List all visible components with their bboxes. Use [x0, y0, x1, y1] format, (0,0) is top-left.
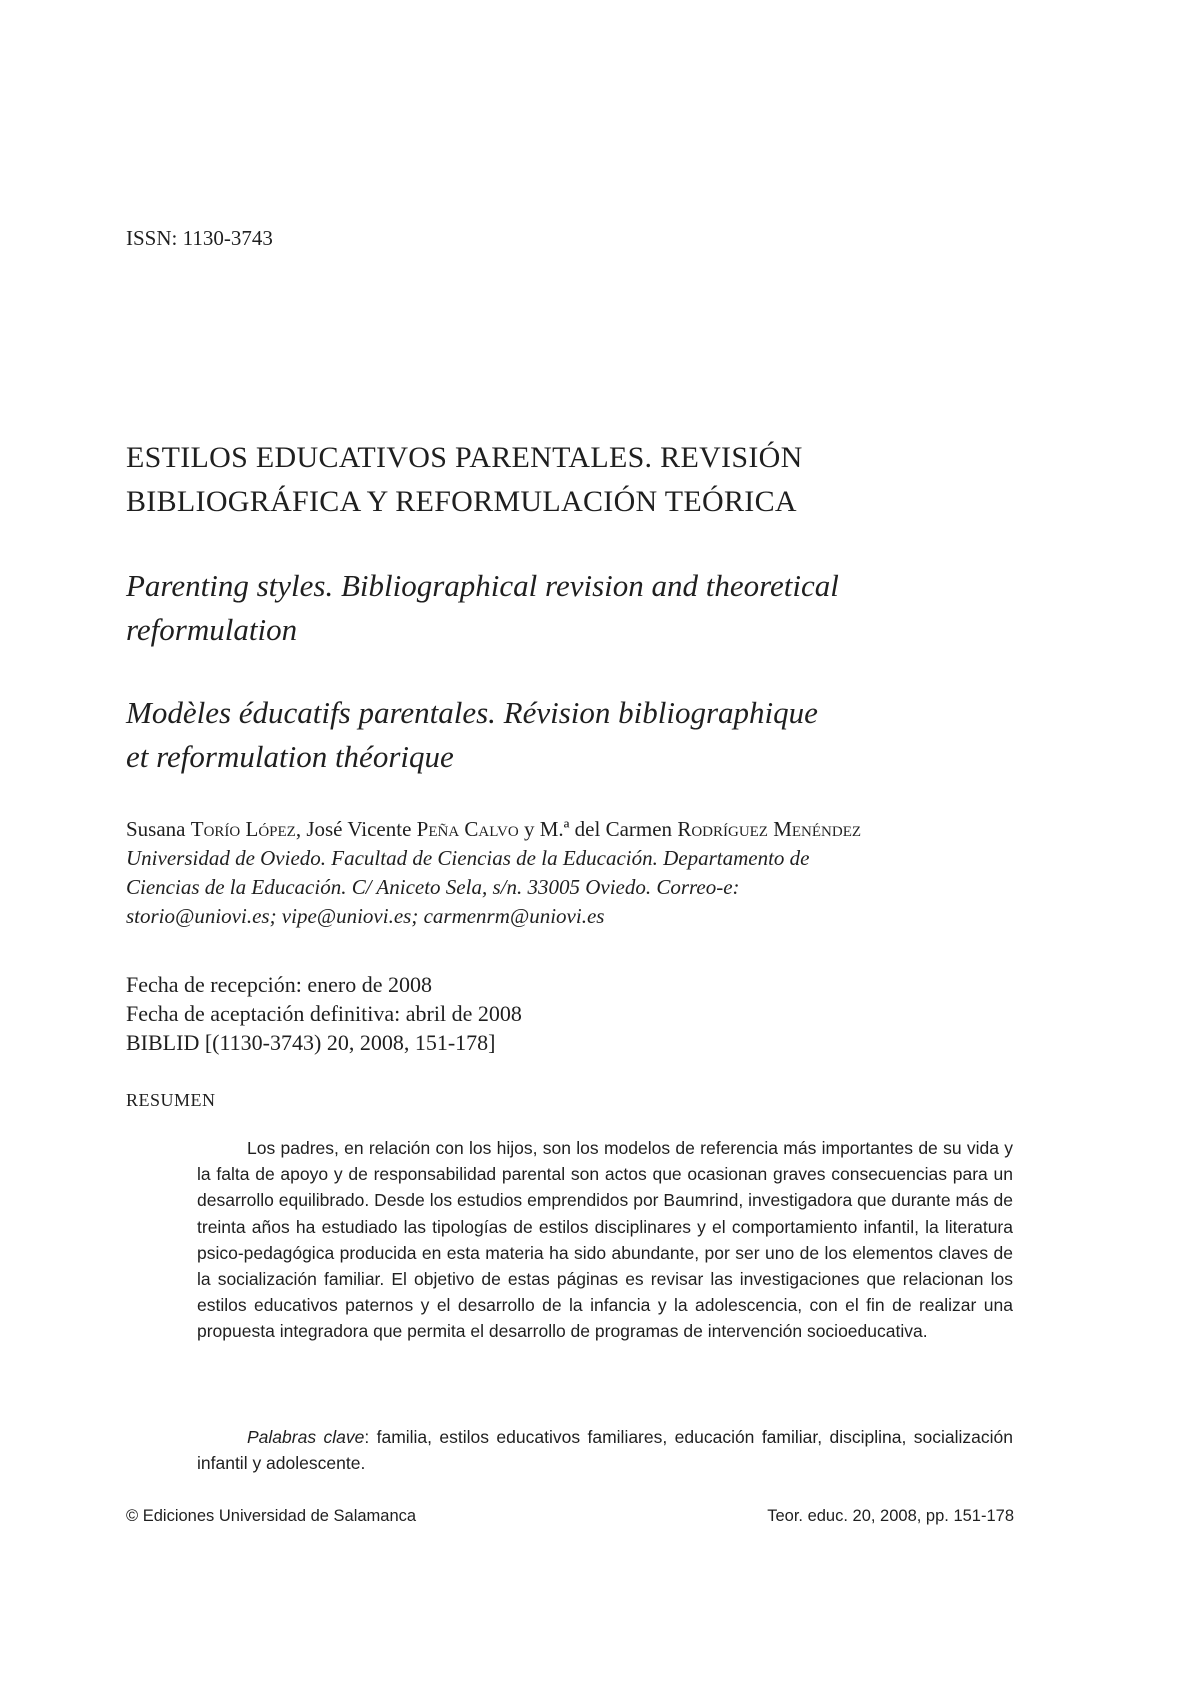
author-given-name: José Vicente [306, 817, 412, 841]
footer-citation: Teor. educ. 20, 2008, pp. 151-178 [767, 1507, 1014, 1525]
author-separator: y [518, 817, 540, 841]
article-title-line: ESTILOS EDUCATIVOS PARENTALES. REVISIÓN [126, 441, 803, 474]
publication-dates [126, 970, 522, 1057]
issn: ISSN: 1130-3743 [126, 226, 273, 250]
french-title-line: et reformulation théorique [126, 739, 454, 774]
author-list [126, 815, 1026, 844]
footer-publisher: © Ediciones Universidad de Salamanca [126, 1507, 417, 1525]
biblid: BIBLID [(1130-3743) 20, 2008, 151-178] [126, 1030, 496, 1055]
keywords-separator: : [364, 1427, 377, 1447]
author-family-name: Torío López [190, 817, 296, 841]
affiliation-line: storio@uniovi.es; vipe@uniovi.es; carmenrm@uniovi.es [126, 904, 605, 928]
english-title-line: reformulation [126, 612, 298, 647]
author-family-name: Peña Calvo [416, 817, 519, 841]
abstract-text: Los padres, en relación con los hijos, son los modelos de referencia más importantes de su vida y la falta de apoyo y de responsabilidad parental son actos que ocasionan graves consecuencias para un desarrollo equilibrado. Desde los estudios emprendidos por Baumrind, investigadora que durante más de treinta años ha estudiado las tipologías de estilos disciplinares y el comportamiento infantil, la literatura psico-pedagógica producida en esta materia ha sido abundante, por ser uno de los elementos claves de la socialización familiar. El objetivo de estas páginas es revisar las investigaciones que relacionan los estilos educativos paternos y el desarrollo de la infancia y la adolescencia, con el fin de realizar una propuesta integradora que permita el desarrollo de programas de intervención socioeducativa. [197, 1138, 1013, 1342]
english-title [126, 564, 1086, 652]
keywords-label: Palabras clave [247, 1427, 365, 1447]
french-title-line: Modèles éducatifs parentales. Révision bibliographique [126, 695, 818, 730]
keywords [197, 1424, 1013, 1476]
abstract [197, 1135, 1013, 1345]
french-title [126, 691, 1086, 779]
author-family-name: Rodríguez Menéndez [677, 817, 862, 841]
affiliation-line: Universidad de Oviedo. Facultad de Ciencias de la Educación. Departamento de [126, 846, 810, 870]
affiliation [126, 844, 1006, 931]
affiliation-line: Ciencias de la Educación. C/ Aniceto Sela, s/n. 33005 Oviedo. Correo-e: [126, 875, 740, 899]
english-title-line: Parenting styles. Bibliographical revision and theoretical [126, 568, 839, 603]
author-given-name: M.ª del Carmen [539, 817, 673, 841]
author-separator: , [295, 817, 307, 841]
received-date: Fecha de recepción: enero de 2008 [126, 972, 433, 997]
keywords-paragraph [197, 1424, 1013, 1476]
article-title [126, 436, 1086, 524]
keywords-text: familia, estilos educativos familiares, educación familiar, disciplina, socialización infantil y adolescente. [197, 1427, 1013, 1474]
accepted-date: Fecha de aceptación definitiva: abril de 2008 [126, 1001, 522, 1026]
author-given-name: Susana [126, 817, 186, 841]
resumen-heading: RESUMEN [126, 1090, 216, 1110]
article-title-line: BIBLIOGRÁFICA Y REFORMULACIÓN TEÓRICA [126, 485, 797, 518]
